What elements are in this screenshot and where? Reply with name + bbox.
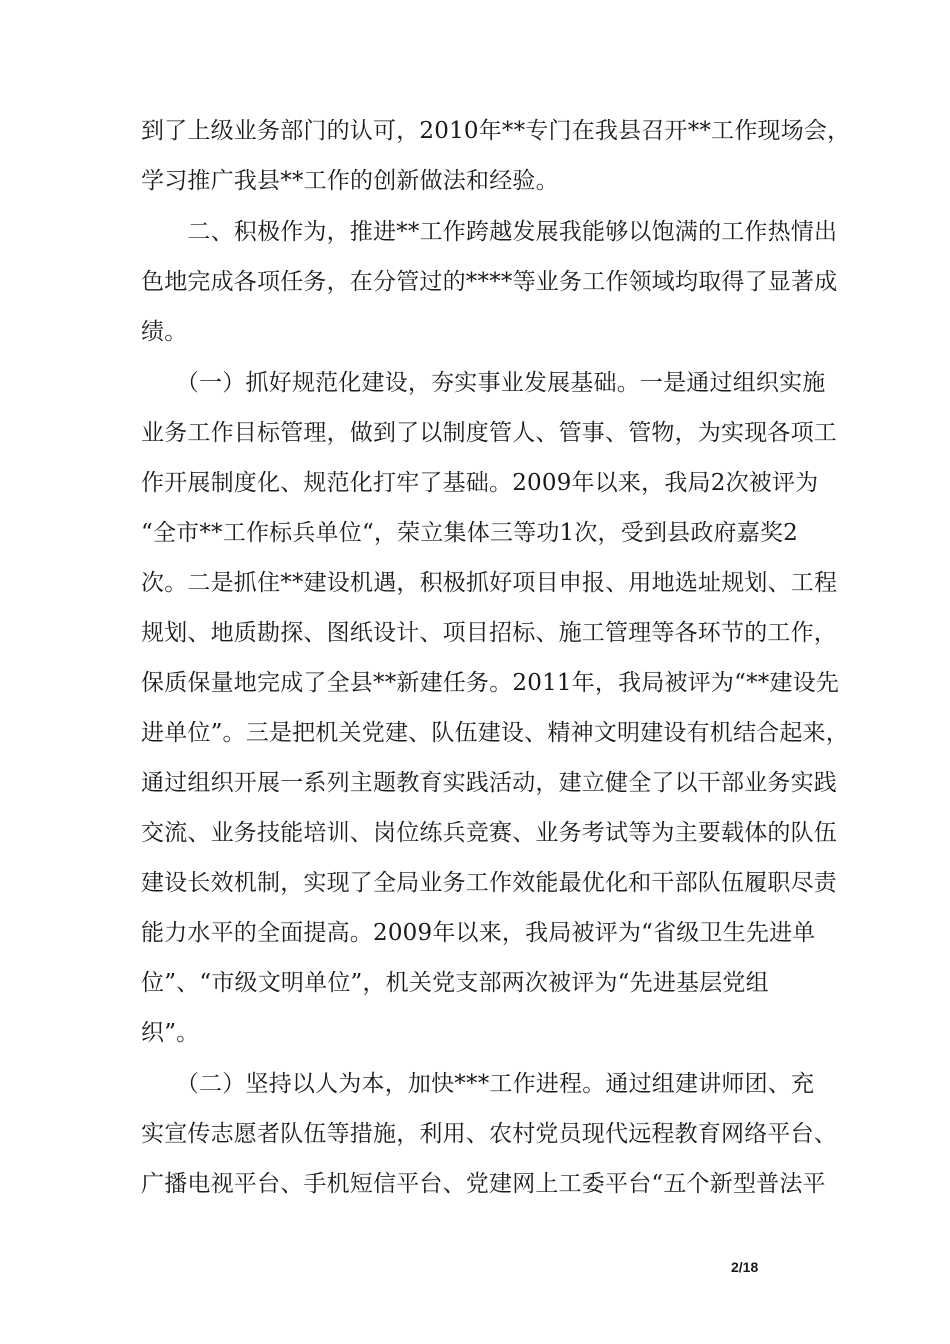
text-line: “全市**工作标兵单位“，荣立集体三等功1次，受到县政府嘉奖2 xyxy=(141,520,798,546)
text-line: 保质保量地完成了全县**新建任务。2011年，我局被评为“**建设先 xyxy=(141,670,840,696)
text-line: 建设长效机制，实现了全局业务工作效能最优化和干部队伍履职尽责 xyxy=(141,870,837,896)
text-line: 业务工作目标管理，做到了以制度管人、管事、管物，为实现各项工 xyxy=(141,420,837,446)
text-line: 到了上级业务部门的认可，2010年**专门在我县召开**工作现场会， xyxy=(141,118,851,144)
text-line: 学习推广我县**工作的创新做法和经验。 xyxy=(141,168,559,194)
text-line: 作开展制度化、规范化打牢了基础。2009年以来，我局2次被评为 xyxy=(141,470,819,496)
text-line: 位”、“市级文明单位”，机关党支部两次被评为“先进基层党组 xyxy=(141,970,769,996)
text-line: 色地完成各项任务，在分管过的****等业务工作领域均取得了显著成 xyxy=(141,269,838,295)
text-line: 能力水平的全面提高。2009年以来，我局被评为“省级卫生先进单 xyxy=(141,920,816,946)
section-heading-line: 二、积极作为，推进**工作跨越发展我能够以饱满的工作热情出 xyxy=(141,219,838,245)
text-line: 绩。 xyxy=(141,319,188,345)
page-number: 2/18 xyxy=(731,1259,759,1275)
text-line: 进单位”。三是把机关党建、队伍建设、精神文明建设有机结合起来， xyxy=(141,720,849,746)
text-line: 规划、地质勘探、图纸设计、项目招标、施工管理等各环节的工作， xyxy=(141,620,837,646)
text-line: 交流、业务技能培训、岗位练兵竞赛、业务考试等为主要载体的队伍 xyxy=(141,820,837,846)
text-line: 织”。 xyxy=(141,1020,200,1046)
text-line: 通过组织开展一系列主题教育实践活动，建立健全了以干部业务实践 xyxy=(141,770,837,796)
text-line: 广播电视平台、手机短信平台、党建网上工委平台“五个新型普法平 xyxy=(141,1171,826,1197)
text-line: 次。二是抓住**建设机遇，积极抓好项目申报、用地选址规划、工程 xyxy=(141,570,838,596)
text-line: 实宣传志愿者队伍等措施，利用、农村党员现代远程教育网络平台、 xyxy=(141,1121,837,1147)
subsection-heading-line: （一）抓好规范化建设，夯实事业发展基础。一是通过组织实施 xyxy=(141,370,826,396)
subsection-heading-line: （二）坚持以人为本，加快***工作进程。通过组建讲师团、充 xyxy=(141,1071,815,1097)
